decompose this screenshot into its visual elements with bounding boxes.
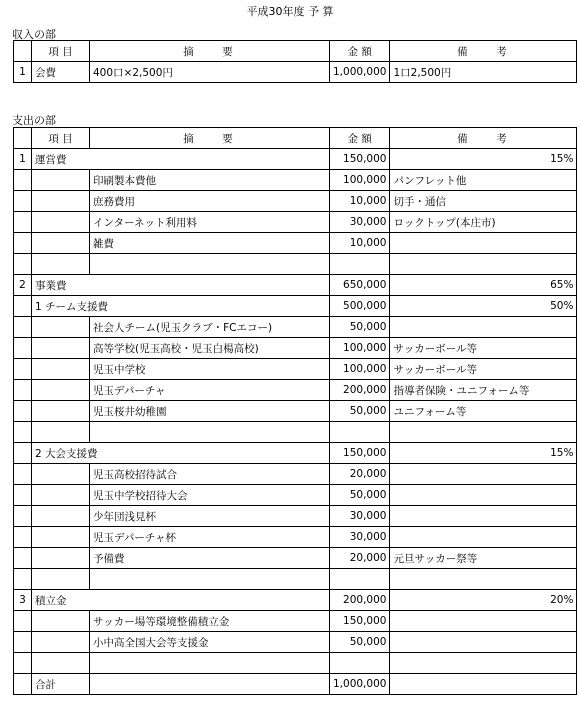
- category-name: 事業費: [32, 275, 330, 296]
- header-amount: 金 額: [330, 128, 390, 149]
- row-note: ロックトップ(本庄市): [390, 212, 577, 233]
- row-percent: 20%: [390, 590, 577, 611]
- row-amount: 20,000: [330, 464, 390, 485]
- row-item: [32, 569, 90, 590]
- row-amount: 20,000: [330, 548, 390, 569]
- blank-row: [14, 422, 577, 443]
- row-amount: 100,000: [330, 170, 390, 191]
- row-desc: [90, 254, 330, 275]
- income-header-row: [14, 41, 577, 62]
- income-row-item: 会費: [32, 62, 90, 83]
- income-row-no: 1: [14, 62, 32, 83]
- row-no: [14, 611, 32, 632]
- row-desc: [90, 569, 330, 590]
- row-item: [32, 359, 90, 380]
- row-amount: 30,000: [330, 212, 390, 233]
- header-no: [14, 128, 32, 149]
- row-note: パンフレット他: [390, 170, 577, 191]
- row-item: [32, 254, 90, 275]
- row-item: [32, 527, 90, 548]
- row-desc: 児玉デパーチャ杯: [90, 527, 330, 548]
- detail-row: [14, 317, 577, 338]
- blank-row: [14, 653, 577, 674]
- row-no: [14, 254, 32, 275]
- row-no: [14, 464, 32, 485]
- income-section-label: 収入の部: [12, 28, 56, 41]
- row-percent: 15%: [390, 149, 577, 170]
- row-no: 1: [14, 149, 32, 170]
- row-note: [390, 632, 577, 653]
- row-desc: 児玉桜井幼稚園: [90, 401, 330, 422]
- row-item: [32, 632, 90, 653]
- row-amount: [330, 254, 390, 275]
- blank-row: [14, 569, 577, 590]
- row-amount: 10,000: [330, 233, 390, 254]
- row-note: [390, 422, 577, 443]
- row-no: [14, 485, 32, 506]
- row-note: [390, 611, 577, 632]
- row-item: [32, 380, 90, 401]
- row-no: [14, 443, 32, 464]
- income-row-desc: 400口×2,500円: [90, 62, 330, 83]
- detail-row: [14, 464, 577, 485]
- total-label: 合計: [32, 674, 90, 695]
- row-amount: 50,000: [330, 317, 390, 338]
- row-note: 指導者保険・ユニフォーム等: [390, 380, 577, 401]
- subcategory-row: [14, 296, 577, 317]
- row-item: [32, 485, 90, 506]
- row-item: [32, 464, 90, 485]
- total-amount: 1,000,000: [330, 674, 390, 695]
- row-note: サッカーボール等: [390, 359, 577, 380]
- total-row: [14, 674, 577, 695]
- row-amount: 200,000: [330, 590, 390, 611]
- row-item: [32, 422, 90, 443]
- row-amount: 150,000: [330, 443, 390, 464]
- header-note: 備 考: [390, 41, 577, 62]
- income-row: [14, 62, 577, 83]
- row-percent: 15%: [390, 443, 577, 464]
- header-amount: 金 額: [330, 41, 390, 62]
- row-no: [14, 632, 32, 653]
- row-desc: 雑費: [90, 233, 330, 254]
- row-no: [14, 674, 32, 695]
- row-note: [390, 317, 577, 338]
- detail-row: [14, 527, 577, 548]
- row-item: [32, 170, 90, 191]
- row-amount: 100,000: [330, 338, 390, 359]
- row-item: [32, 506, 90, 527]
- detail-row: [14, 170, 577, 191]
- subcategory-row: [14, 443, 577, 464]
- row-no: [14, 359, 32, 380]
- row-note: サッカーボール等: [390, 338, 577, 359]
- row-amount: 50,000: [330, 485, 390, 506]
- row-desc: 児玉高校招待試合: [90, 464, 330, 485]
- detail-row: [14, 548, 577, 569]
- row-item: [32, 611, 90, 632]
- detail-row: [14, 380, 577, 401]
- row-no: [14, 506, 32, 527]
- row-desc: 予備費: [90, 548, 330, 569]
- row-no: 3: [14, 590, 32, 611]
- detail-row: [14, 191, 577, 212]
- row-desc: 児玉中学校: [90, 359, 330, 380]
- row-desc: [90, 422, 330, 443]
- row-no: [14, 233, 32, 254]
- category-row: [14, 149, 577, 170]
- row-amount: [330, 422, 390, 443]
- detail-row: [14, 506, 577, 527]
- page-title: 平成30年度 予 算: [246, 5, 334, 18]
- header-note: 備 考: [390, 128, 577, 149]
- row-desc: [90, 674, 330, 695]
- row-desc: 児玉中学校招待大会: [90, 485, 330, 506]
- header-item: 項 目: [32, 41, 90, 62]
- row-note: [390, 653, 577, 674]
- category-row: [14, 275, 577, 296]
- row-desc: 社会人チーム(児玉クラブ・FCエコー): [90, 317, 330, 338]
- expense-header-row: [14, 128, 577, 149]
- expense-table: [13, 127, 577, 695]
- detail-row: [14, 359, 577, 380]
- row-no: [14, 212, 32, 233]
- row-desc: 高等学校(児玉高校・児玉白楊高校): [90, 338, 330, 359]
- header-item: 項 目: [32, 128, 90, 149]
- subcategory-name: 1 チーム支援費: [32, 296, 330, 317]
- category-row: [14, 590, 577, 611]
- row-amount: 50,000: [330, 632, 390, 653]
- row-no: [14, 191, 32, 212]
- expense-section-label: 支出の部: [12, 114, 56, 127]
- detail-row: [14, 338, 577, 359]
- row-percent: 50%: [390, 296, 577, 317]
- row-desc: 少年団浅見杯: [90, 506, 330, 527]
- row-amount: 150,000: [330, 149, 390, 170]
- blank-row: [14, 254, 577, 275]
- row-amount: 500,000: [330, 296, 390, 317]
- row-desc: 印刷製本費他: [90, 170, 330, 191]
- detail-row: [14, 611, 577, 632]
- row-no: [14, 338, 32, 359]
- row-amount: 10,000: [330, 191, 390, 212]
- row-no: [14, 527, 32, 548]
- row-no: [14, 548, 32, 569]
- row-amount: 100,000: [330, 359, 390, 380]
- row-percent: 65%: [390, 275, 577, 296]
- row-item: [32, 338, 90, 359]
- row-desc: 庶務費用: [90, 191, 330, 212]
- row-item: [32, 317, 90, 338]
- row-no: 2: [14, 275, 32, 296]
- row-item: [32, 653, 90, 674]
- row-note: 切手・通信: [390, 191, 577, 212]
- income-table: [13, 40, 577, 83]
- row-amount: 150,000: [330, 611, 390, 632]
- row-desc: 児玉デパーチャ: [90, 380, 330, 401]
- row-no: [14, 170, 32, 191]
- row-amount: [330, 569, 390, 590]
- detail-row: [14, 632, 577, 653]
- row-note: [390, 569, 577, 590]
- row-amount: [330, 653, 390, 674]
- income-row-note: 1口2,500円: [390, 62, 577, 83]
- row-note: 元旦サッカー祭等: [390, 548, 577, 569]
- subcategory-name: 2 大会支援費: [32, 443, 330, 464]
- detail-row: [14, 233, 577, 254]
- detail-row: [14, 401, 577, 422]
- row-desc: サッカー場等環境整備積立金: [90, 611, 330, 632]
- header-no: [14, 41, 32, 62]
- row-note: [390, 233, 577, 254]
- row-no: [14, 653, 32, 674]
- row-no: [14, 422, 32, 443]
- row-amount: 200,000: [330, 380, 390, 401]
- row-note: [390, 254, 577, 275]
- row-note: [390, 464, 577, 485]
- row-note: [390, 506, 577, 527]
- row-desc: インターネット利用料: [90, 212, 330, 233]
- header-desc: 摘 要: [90, 41, 330, 62]
- row-amount: 50,000: [330, 401, 390, 422]
- detail-row: [14, 485, 577, 506]
- row-desc: [90, 653, 330, 674]
- category-name: 積立金: [32, 590, 330, 611]
- row-amount: 650,000: [330, 275, 390, 296]
- row-note: [390, 485, 577, 506]
- row-no: [14, 317, 32, 338]
- row-item: [32, 191, 90, 212]
- row-no: [14, 569, 32, 590]
- row-desc: 小中高全国大会等支援金: [90, 632, 330, 653]
- row-note: ユニフォーム等: [390, 401, 577, 422]
- detail-row: [14, 212, 577, 233]
- row-amount: 30,000: [330, 527, 390, 548]
- row-amount: 30,000: [330, 506, 390, 527]
- income-row-amount: 1,000,000: [330, 62, 390, 83]
- row-no: [14, 401, 32, 422]
- row-no: [14, 380, 32, 401]
- row-item: [32, 212, 90, 233]
- row-item: [32, 233, 90, 254]
- header-desc: 摘 要: [90, 128, 330, 149]
- category-name: 運営費: [32, 149, 330, 170]
- row-item: [32, 401, 90, 422]
- row-item: [32, 548, 90, 569]
- row-note: [390, 674, 577, 695]
- row-no: [14, 296, 32, 317]
- row-note: [390, 527, 577, 548]
